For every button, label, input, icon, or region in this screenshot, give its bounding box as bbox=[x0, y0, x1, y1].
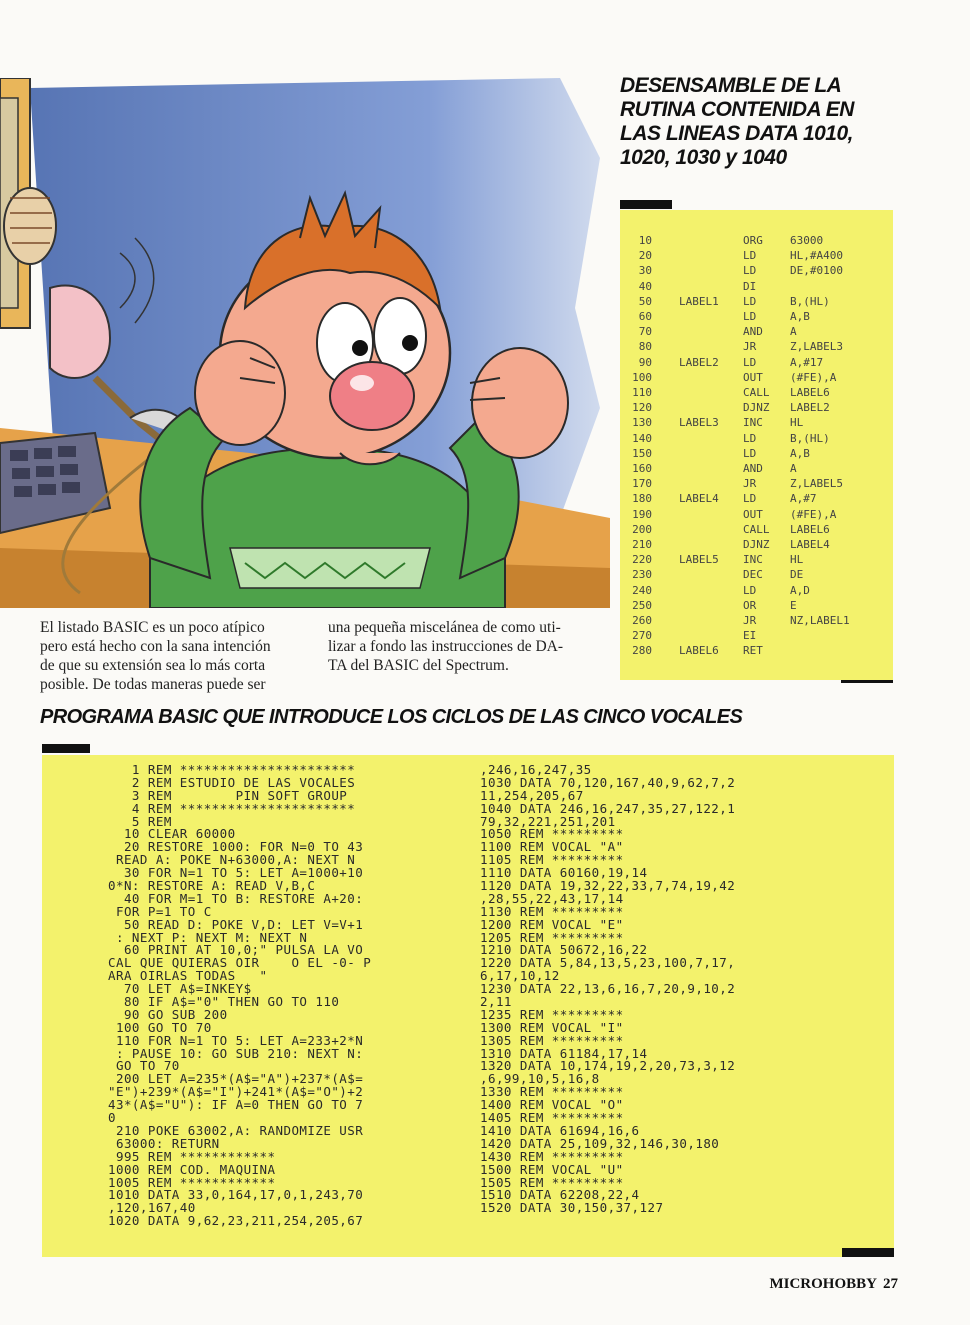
asm-opcode: LD bbox=[743, 583, 757, 597]
line-number: 240 bbox=[632, 583, 652, 597]
asm-opcode: LD bbox=[743, 264, 757, 278]
basic-line: ,28,55,22,43,17,14 bbox=[480, 890, 624, 906]
asm-opcode: LD bbox=[743, 355, 757, 369]
asm-opcode: LD bbox=[743, 294, 757, 308]
basic-line: READ A: POKE N+63000,A: NEXT N bbox=[108, 852, 356, 868]
basic-line: 2,11 bbox=[480, 994, 512, 1010]
basic-line: 10 CLEAR 60000 bbox=[108, 826, 236, 842]
asm-opcode: CALL bbox=[743, 386, 770, 399]
assembly-listing bbox=[620, 210, 893, 680]
line-number: 60 bbox=[638, 310, 652, 323]
basic-line: 1430 REM ********* bbox=[480, 1148, 624, 1164]
basic-line: 30 FOR N=1 TO 5: LET A=1000+10 bbox=[108, 865, 364, 881]
basic-line: 1005 REM ************ bbox=[108, 1174, 276, 1190]
basic-line: 200 LET A=235*(A$="A")+237*(A$= bbox=[108, 1071, 364, 1087]
basic-line: 1050 REM ********* bbox=[480, 826, 624, 842]
assembly-line bbox=[620, 553, 893, 568]
basic-line: 20 RESTORE 1000: FOR N=0 TO 43 bbox=[108, 839, 364, 855]
basic-line: 1300 REM VOCAL "I" bbox=[480, 1019, 624, 1035]
asm-operand: LABEL6 bbox=[790, 386, 830, 399]
line-number: 80 bbox=[638, 340, 652, 354]
basic-line: 2 REM ESTUDIO DE LAS VOCALES bbox=[108, 774, 356, 790]
line-number: 270 bbox=[632, 629, 652, 643]
basic-line: 1210 DATA 50672,16,22 bbox=[480, 942, 648, 958]
asm-opcode: DJNZ bbox=[743, 401, 770, 415]
basic-line: 1030 DATA 70,120,167,40,9,62,7,2 bbox=[480, 774, 736, 790]
asm-operand: A,D bbox=[790, 583, 810, 597]
asm-operand: A bbox=[790, 325, 797, 339]
asm-opcode: DI bbox=[743, 279, 757, 293]
line-number: 70 bbox=[638, 325, 652, 339]
asm-opcode: DJNZ bbox=[743, 538, 770, 551]
assembly-heading-line: RUTINA CONTENIDA EN bbox=[620, 98, 854, 121]
basic-line: 1100 REM VOCAL "A" bbox=[480, 839, 624, 855]
text-line: de que su extensión sea lo más corta bbox=[40, 657, 266, 674]
assembly-line bbox=[620, 310, 893, 325]
basic-line: 110 FOR N=1 TO 5: LET A=233+2*N bbox=[108, 1032, 364, 1048]
asm-opcode: AND bbox=[743, 325, 763, 339]
asm-operand: (#FE),A bbox=[790, 370, 837, 384]
line-number: 200 bbox=[632, 522, 652, 536]
assembly-line bbox=[620, 280, 893, 295]
asm-operand: Z,LABEL3 bbox=[790, 340, 843, 354]
basic-line: 60 PRINT AT 10,0;" PULSA LA VO bbox=[108, 942, 364, 958]
line-number: 100 bbox=[632, 370, 652, 384]
basic-line: 995 REM ************ bbox=[108, 1148, 276, 1164]
assembly-line bbox=[620, 234, 893, 249]
basic-line: ,6,99,10,5,16,8 bbox=[480, 1071, 600, 1087]
basic-line: 1310 DATA 61184,17,14 bbox=[480, 1045, 648, 1061]
basic-listing bbox=[42, 755, 894, 1257]
asm-operand: DE,#0100 bbox=[790, 264, 843, 278]
basic-line: 1 REM ********************** bbox=[108, 762, 356, 777]
line-number: 170 bbox=[632, 477, 652, 491]
asm-operand: HL bbox=[790, 416, 804, 430]
asm-label: LABEL3 bbox=[679, 416, 719, 430]
basic-line: 11,254,205,67 bbox=[480, 787, 584, 803]
basic-line: 5 REM bbox=[108, 813, 172, 829]
basic-line: 80 IF A$="0" THEN GO TO 110 bbox=[108, 994, 340, 1010]
basic-line: 1405 REM ********* bbox=[480, 1110, 624, 1126]
asm-operand: HL,#A400 bbox=[790, 249, 843, 263]
asm-opcode: INC bbox=[743, 416, 763, 430]
line-number: 230 bbox=[632, 568, 652, 582]
basic-line: 1120 DATA 19,32,22,33,7,74,19,42 bbox=[480, 878, 736, 894]
basic-line: 1130 REM ********* bbox=[480, 903, 624, 919]
basic-line: 1020 DATA 9,62,23,211,254,205,67 bbox=[108, 1213, 364, 1229]
line-number: 120 bbox=[632, 401, 652, 415]
basic-line: 50 READ D: POKE V,D: LET V=V+1 bbox=[108, 916, 364, 932]
line-number: 180 bbox=[632, 492, 652, 506]
basic-line: FOR P=1 TO C bbox=[108, 903, 212, 919]
asm-label: LABEL5 bbox=[679, 553, 719, 567]
basic-line: 1205 REM ********* bbox=[480, 929, 624, 945]
basic-line: 70 LET A$=INKEY$ bbox=[108, 981, 252, 997]
line-number: 250 bbox=[632, 598, 652, 612]
assembly-heading-line: 1020, 1030 y 1040 bbox=[620, 146, 787, 169]
line-number: 130 bbox=[632, 416, 652, 430]
asm-operand: HL bbox=[790, 553, 804, 567]
basic-listing-left-column bbox=[108, 763, 371, 1227]
asm-opcode: CALL bbox=[743, 522, 770, 536]
asm-opcode: LD bbox=[743, 249, 757, 263]
basic-line: 63000: RETURN bbox=[108, 1135, 220, 1151]
assembly-line bbox=[620, 401, 893, 416]
basic-line: ,246,16,247,35 bbox=[480, 762, 592, 777]
asm-opcode: INC bbox=[743, 553, 763, 567]
line-number: 150 bbox=[632, 446, 652, 460]
basic-line: 1510 DATA 62208,22,4 bbox=[480, 1187, 640, 1203]
basic-line: 100 GO TO 70 bbox=[108, 1019, 212, 1035]
asm-operand: A,B bbox=[790, 446, 810, 460]
asm-opcode: ORG bbox=[743, 234, 763, 247]
text-line: TA del BASIC del Spectrum. bbox=[328, 657, 509, 674]
basic-line: 1400 REM VOCAL "O" bbox=[480, 1097, 624, 1113]
asm-operand: B,(HL) bbox=[790, 431, 830, 445]
basic-line: 43*(A$="U"): IF A=0 THEN GO TO 7 bbox=[108, 1097, 364, 1113]
asm-operand: A,#17 bbox=[790, 355, 824, 369]
assembly-line bbox=[620, 386, 893, 401]
basic-line: : NEXT P: NEXT M: NEXT N bbox=[108, 929, 308, 945]
assembly-line bbox=[620, 295, 893, 310]
assembly-line bbox=[620, 432, 893, 447]
basic-line: 4 REM ********************** bbox=[108, 800, 356, 816]
basic-line: ,120,167,40 bbox=[108, 1200, 196, 1216]
basic-line: 210 POKE 63002,A: RANDOMIZE USR bbox=[108, 1122, 364, 1138]
asm-operand: DE bbox=[790, 568, 804, 582]
assembly-line bbox=[620, 371, 893, 386]
page-footer bbox=[763, 1276, 898, 1293]
basic-line: 1230 DATA 22,13,6,16,7,20,9,10,2 bbox=[480, 981, 736, 997]
assembly-line bbox=[620, 492, 893, 507]
text-line: una pequeña miscelánea de como uti- bbox=[328, 619, 561, 636]
asm-opcode: DEC bbox=[743, 568, 763, 582]
asm-label: LABEL2 bbox=[679, 355, 719, 369]
basic-line: 1520 DATA 30,150,37,127 bbox=[480, 1200, 664, 1216]
intro-text-column-2 bbox=[328, 618, 563, 675]
asm-opcode: LD bbox=[743, 492, 757, 506]
asm-operand: E bbox=[790, 598, 797, 612]
line-number: 220 bbox=[632, 553, 652, 567]
basic-line: 1105 REM ********* bbox=[480, 852, 624, 868]
asm-operand: A bbox=[790, 462, 797, 475]
assembly-line bbox=[620, 629, 893, 644]
assembly-line bbox=[620, 477, 893, 492]
line-number: 210 bbox=[632, 538, 652, 551]
line-number: 140 bbox=[632, 431, 652, 445]
assembly-line bbox=[620, 249, 893, 264]
line-number: 260 bbox=[632, 614, 652, 627]
assembly-line bbox=[620, 538, 893, 553]
assembly-line bbox=[620, 447, 893, 462]
asm-opcode: LD bbox=[743, 446, 757, 460]
asm-operand: A,B bbox=[790, 310, 810, 323]
basic-line: 90 GO SUB 200 bbox=[108, 1006, 228, 1022]
basic-listing-right-column bbox=[480, 763, 735, 1214]
text-line: El listado BASIC es un poco atípico bbox=[40, 619, 265, 636]
section-bar bbox=[842, 1248, 894, 1257]
basic-line: ARA OIRLAS TODAS " bbox=[108, 968, 268, 984]
line-number: 110 bbox=[632, 386, 652, 399]
asm-label: LABEL4 bbox=[679, 492, 719, 506]
page-number: 27 bbox=[883, 1276, 898, 1292]
asm-opcode: OUT bbox=[743, 507, 763, 521]
asm-operand: (#FE),A bbox=[790, 507, 837, 521]
basic-line: 1420 DATA 25,109,32,146,30,180 bbox=[480, 1135, 720, 1151]
asm-operand: 63000 bbox=[790, 234, 824, 247]
section-bar bbox=[620, 200, 672, 209]
basic-line: "E")+239*(A$="I")+241*(A$="O")+2 bbox=[108, 1084, 364, 1100]
assembly-line bbox=[620, 462, 893, 477]
assembly-line bbox=[620, 599, 893, 614]
assembly-line bbox=[620, 614, 893, 629]
basic-line: 1220 DATA 5,84,13,5,23,100,7,17, bbox=[480, 955, 736, 971]
line-number: 160 bbox=[632, 462, 652, 475]
asm-opcode: JR bbox=[743, 340, 757, 354]
asm-opcode: OUT bbox=[743, 370, 763, 384]
basic-line: 0*N: RESTORE A: READ V,B,C bbox=[108, 878, 316, 894]
line-number: 20 bbox=[638, 249, 652, 263]
assembly-line bbox=[620, 416, 893, 431]
basic-line: 3 REM PIN SOFT GROUP bbox=[108, 787, 348, 803]
basic-line: : PAUSE 10: GO SUB 210: NEXT N: bbox=[108, 1045, 364, 1061]
assembly-line bbox=[620, 508, 893, 523]
assembly-line bbox=[620, 340, 893, 355]
asm-operand: B,(HL) bbox=[790, 294, 830, 308]
basic-line: 1330 REM ********* bbox=[480, 1084, 624, 1100]
asm-opcode: OR bbox=[743, 598, 757, 612]
basic-line: 79,32,221,251,201 bbox=[480, 813, 616, 829]
basic-line: 1235 REM ********* bbox=[480, 1006, 624, 1022]
basic-line: 1505 REM ********* bbox=[480, 1174, 624, 1190]
asm-operand: LABEL2 bbox=[790, 401, 830, 415]
asm-label: LABEL6 bbox=[679, 644, 719, 658]
basic-line: 1500 REM VOCAL "U" bbox=[480, 1161, 624, 1177]
basic-line: 1000 REM COD. MAQUINA bbox=[108, 1161, 276, 1177]
basic-line: 1305 REM ********* bbox=[480, 1032, 624, 1048]
text-line: posible. De todas maneras puede ser bbox=[40, 676, 266, 693]
asm-operand: NZ,LABEL1 bbox=[790, 614, 850, 627]
asm-operand: A,#7 bbox=[790, 492, 817, 506]
line-number: 280 bbox=[632, 644, 652, 658]
basic-line: GO TO 70 bbox=[108, 1058, 180, 1074]
assembly-line bbox=[620, 568, 893, 583]
basic-line: 1110 DATA 60160,19,14 bbox=[480, 865, 648, 881]
assembly-line bbox=[620, 356, 893, 371]
basic-line: 1010 DATA 33,0,164,17,0,1,243,70 bbox=[108, 1187, 364, 1203]
assembly-line bbox=[620, 523, 893, 538]
assembly-line bbox=[620, 325, 893, 340]
intro-text-column-1 bbox=[40, 618, 271, 694]
line-number: 10 bbox=[638, 234, 652, 247]
basic-line: 1200 REM VOCAL "E" bbox=[480, 916, 624, 932]
line-number: 30 bbox=[638, 264, 652, 278]
asm-opcode: JR bbox=[743, 477, 757, 491]
basic-line: 1410 DATA 61694,16,6 bbox=[480, 1122, 640, 1138]
magazine-name: MICROHOBBY bbox=[769, 1276, 877, 1292]
line-number: 90 bbox=[638, 355, 652, 369]
text-line: lizar a fondo las instrucciones de DA- bbox=[328, 638, 564, 655]
text-line: pero está hecho con la sana intención bbox=[40, 638, 271, 655]
asm-opcode: LD bbox=[743, 310, 757, 323]
asm-operand: LABEL4 bbox=[790, 538, 830, 551]
basic-line: 6,17,10,12 bbox=[480, 968, 560, 984]
assembly-heading-line: DESENSAMBLE DE LA bbox=[620, 74, 842, 97]
asm-opcode: LD bbox=[743, 431, 757, 445]
section-bar bbox=[42, 744, 90, 753]
asm-opcode: EI bbox=[743, 629, 757, 643]
asm-operand: Z,LABEL5 bbox=[790, 477, 843, 491]
asm-operand: LABEL6 bbox=[790, 522, 830, 536]
basic-line: 1040 DATA 246,16,247,35,27,122,1 bbox=[480, 800, 736, 816]
asm-opcode: JR bbox=[743, 614, 757, 627]
program-heading: PROGRAMA BASIC QUE INTRODUCE LOS CICLOS DE LAS CINCO VOCALES bbox=[40, 706, 743, 728]
basic-line: 0 bbox=[108, 1110, 116, 1126]
line-number: 50 bbox=[638, 294, 652, 308]
asm-opcode: AND bbox=[743, 462, 763, 475]
assembly-line bbox=[620, 264, 893, 279]
assembly-heading-line: LAS LINEAS DATA 1010, bbox=[620, 122, 853, 145]
assembly-line bbox=[620, 644, 893, 659]
cartoon-illustration bbox=[0, 78, 610, 608]
asm-label: LABEL1 bbox=[679, 294, 719, 308]
line-number: 190 bbox=[632, 507, 652, 521]
basic-line: CAL QUE QUIERAS OIR O EL -0- P bbox=[108, 955, 372, 971]
asm-opcode: RET bbox=[743, 644, 763, 658]
basic-line: 40 FOR M=1 TO B: RESTORE A+20: bbox=[108, 890, 364, 906]
assembly-line bbox=[620, 584, 893, 599]
basic-line: 1320 DATA 10,174,19,2,20,73,3,12 bbox=[480, 1058, 736, 1074]
line-number: 40 bbox=[638, 279, 652, 293]
assembly-heading bbox=[620, 74, 920, 170]
